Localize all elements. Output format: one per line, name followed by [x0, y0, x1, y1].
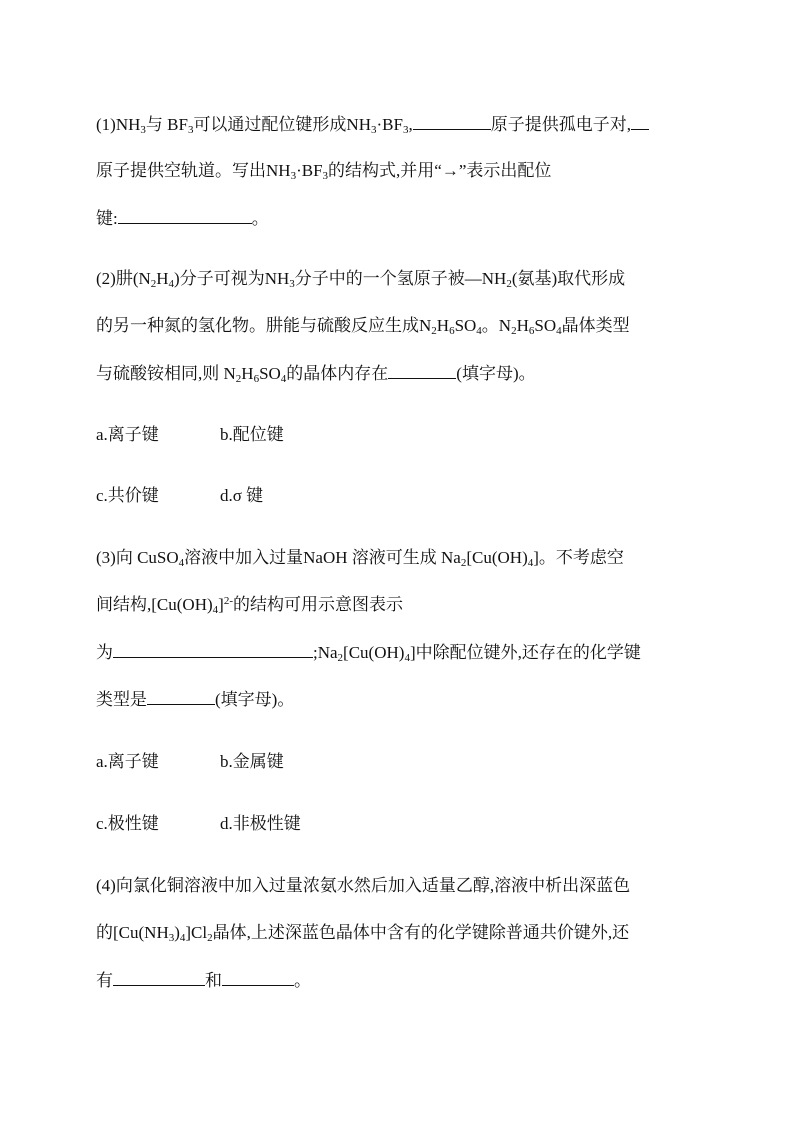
option-b[interactable]: b.配位键 [220, 425, 284, 444]
option-a[interactable]: a.离子键 [96, 425, 159, 444]
answer-blank[interactable] [113, 969, 205, 986]
q1-text: , [408, 115, 413, 134]
q3-line4 [96, 688, 714, 711]
subscript: 6 [253, 373, 260, 385]
q3-options-row2 [96, 813, 714, 835]
subscript: 2 [207, 932, 213, 944]
q2-text: (填字母)。 [456, 364, 536, 383]
q2-text: H [516, 316, 529, 335]
q1-line1 [96, 113, 714, 136]
option-d[interactable]: d.非极性键 [220, 814, 301, 833]
q2-line3 [96, 362, 714, 385]
subscript: 4 [556, 325, 562, 337]
q2-text: H [156, 269, 169, 288]
q3-text: [Cu(OH) [343, 643, 405, 662]
answer-blank[interactable] [222, 969, 294, 986]
q4-text: ) [174, 923, 180, 942]
q1-line3 [96, 207, 714, 230]
option-c[interactable]: c.共价键 [96, 486, 159, 505]
q2-text: (氨基)取代形成 [511, 269, 626, 288]
q2-text: H [436, 316, 450, 335]
q4-text: (4)向氯化铜溶液中加入过量浓氨水然后加入适量乙醇,溶液中析出深蓝色 [96, 876, 631, 895]
q1-text: ·BF [296, 161, 323, 180]
q3-text: 溶液中加入过量NaOH 溶液可生成 Na [184, 548, 461, 567]
q3-text: ]。不考虑空 [533, 548, 624, 567]
q2-text: H [241, 364, 254, 383]
q2-text: 与硫酸铵相同,则 N [96, 364, 236, 383]
q2-options-row1 [96, 424, 714, 446]
superscript: 2- [223, 595, 233, 607]
q3-line1 [96, 547, 714, 569]
subscript: 3 [371, 124, 377, 136]
subscript: 2 [511, 325, 517, 337]
subscript: 4 [476, 325, 482, 337]
q3-text: 为 [96, 643, 113, 662]
q2-line2 [96, 315, 714, 337]
q3-options-row1 [96, 751, 714, 773]
q1-text: 的结构式,并用“→”表示出配位 [328, 161, 552, 180]
option-a[interactable]: a.离子键 [96, 752, 159, 771]
subscript: 4 [178, 557, 185, 569]
subscript: 4 [179, 932, 186, 944]
q1-text: 可以通过配位键形成NH [193, 115, 371, 134]
subscript: 3 [290, 170, 297, 182]
q2-text: 。N [481, 316, 512, 335]
q3-text: ;Na [313, 643, 338, 662]
q4-text: 。 [294, 971, 311, 990]
q3-line2 [96, 594, 714, 616]
q4-text: 晶体,上述深蓝色晶体中含有的化学键除普通共价键外,还 [212, 923, 630, 942]
answer-blank[interactable] [113, 641, 313, 658]
q4-line2 [96, 922, 714, 944]
q4-text: 的[Cu(NH [96, 923, 169, 942]
q3-text: [Cu(OH) [466, 548, 528, 567]
q1-text: ·BF [376, 115, 403, 134]
answer-blank[interactable] [388, 362, 456, 379]
q1-text: (1)NH [96, 115, 141, 134]
q1-line2 [96, 160, 714, 182]
subscript: 2 [431, 325, 437, 337]
q2-text: 晶体类型 [561, 316, 630, 335]
answer-blank[interactable] [118, 207, 252, 224]
q4-line3 [96, 969, 714, 992]
subscript: 2 [150, 278, 157, 290]
subscript: 4 [212, 604, 219, 616]
option-d[interactable]: d.σ 键 [220, 486, 264, 505]
q3-text: 的结构可用示意图表示 [232, 595, 403, 614]
q2-text: 的晶体内存在 [286, 364, 389, 383]
subscript: 3 [187, 124, 194, 136]
subscript: 6 [449, 325, 455, 337]
q3-line3 [96, 641, 714, 664]
q2-options-row2 [96, 485, 714, 507]
q2-text: (2)肼(N [96, 269, 151, 288]
q3-text: ] [218, 595, 224, 614]
q4-text: 和 [205, 971, 222, 990]
q4-text: ]Cl [185, 923, 208, 942]
answer-blank[interactable] [413, 113, 491, 130]
q1-text: 与 BF [145, 115, 188, 134]
q3-text: 类型是 [96, 690, 147, 709]
subscript: 4 [404, 652, 410, 664]
q2-text: 的另一种氮的氢化物。肼能与硫酸反应生成N [96, 316, 432, 335]
option-b[interactable]: b.金属键 [220, 752, 284, 771]
subscript: 2 [337, 652, 344, 664]
q2-text: 分子中的一个氢原子被—NH [294, 269, 507, 288]
q2-text: SO [259, 364, 281, 383]
q3-text: 间结构,[Cu(OH) [96, 595, 213, 614]
q1-text: 原子提供空轨道。写出NH [96, 161, 291, 180]
q2-text: )分子可视为NH [174, 269, 290, 288]
q2-text: SO [454, 316, 477, 335]
q1-text: 键: [96, 209, 118, 228]
q3-text: (3)向 CuSO [96, 548, 179, 567]
option-c[interactable]: c.极性键 [96, 814, 159, 833]
q4-text: 有 [96, 971, 113, 990]
subscript: 4 [280, 373, 287, 385]
q4-line1 [96, 875, 714, 897]
subscript: 3 [322, 170, 329, 182]
answer-blank[interactable] [147, 688, 215, 705]
subscript: 3 [402, 124, 409, 136]
subscript: 3 [168, 932, 175, 944]
subscript: 6 [528, 325, 535, 337]
subscript: 4 [527, 557, 534, 569]
subscript: 2 [460, 557, 467, 569]
q1-text: 原子提供孤电子对, [490, 115, 631, 134]
subscript: 3 [289, 278, 295, 290]
q1-text: 。 [251, 209, 269, 228]
q3-text: (填字母)。 [215, 690, 295, 709]
subscript: 2 [235, 373, 242, 385]
answer-blank[interactable] [631, 113, 649, 130]
q2-text: SO [534, 316, 557, 335]
q2-line1 [96, 268, 714, 290]
subscript: 4 [168, 278, 175, 290]
q3-text: ]中除配位键外,还存在的化学键 [409, 643, 641, 662]
subscript: 2 [506, 278, 512, 290]
subscript: 3 [140, 124, 146, 136]
